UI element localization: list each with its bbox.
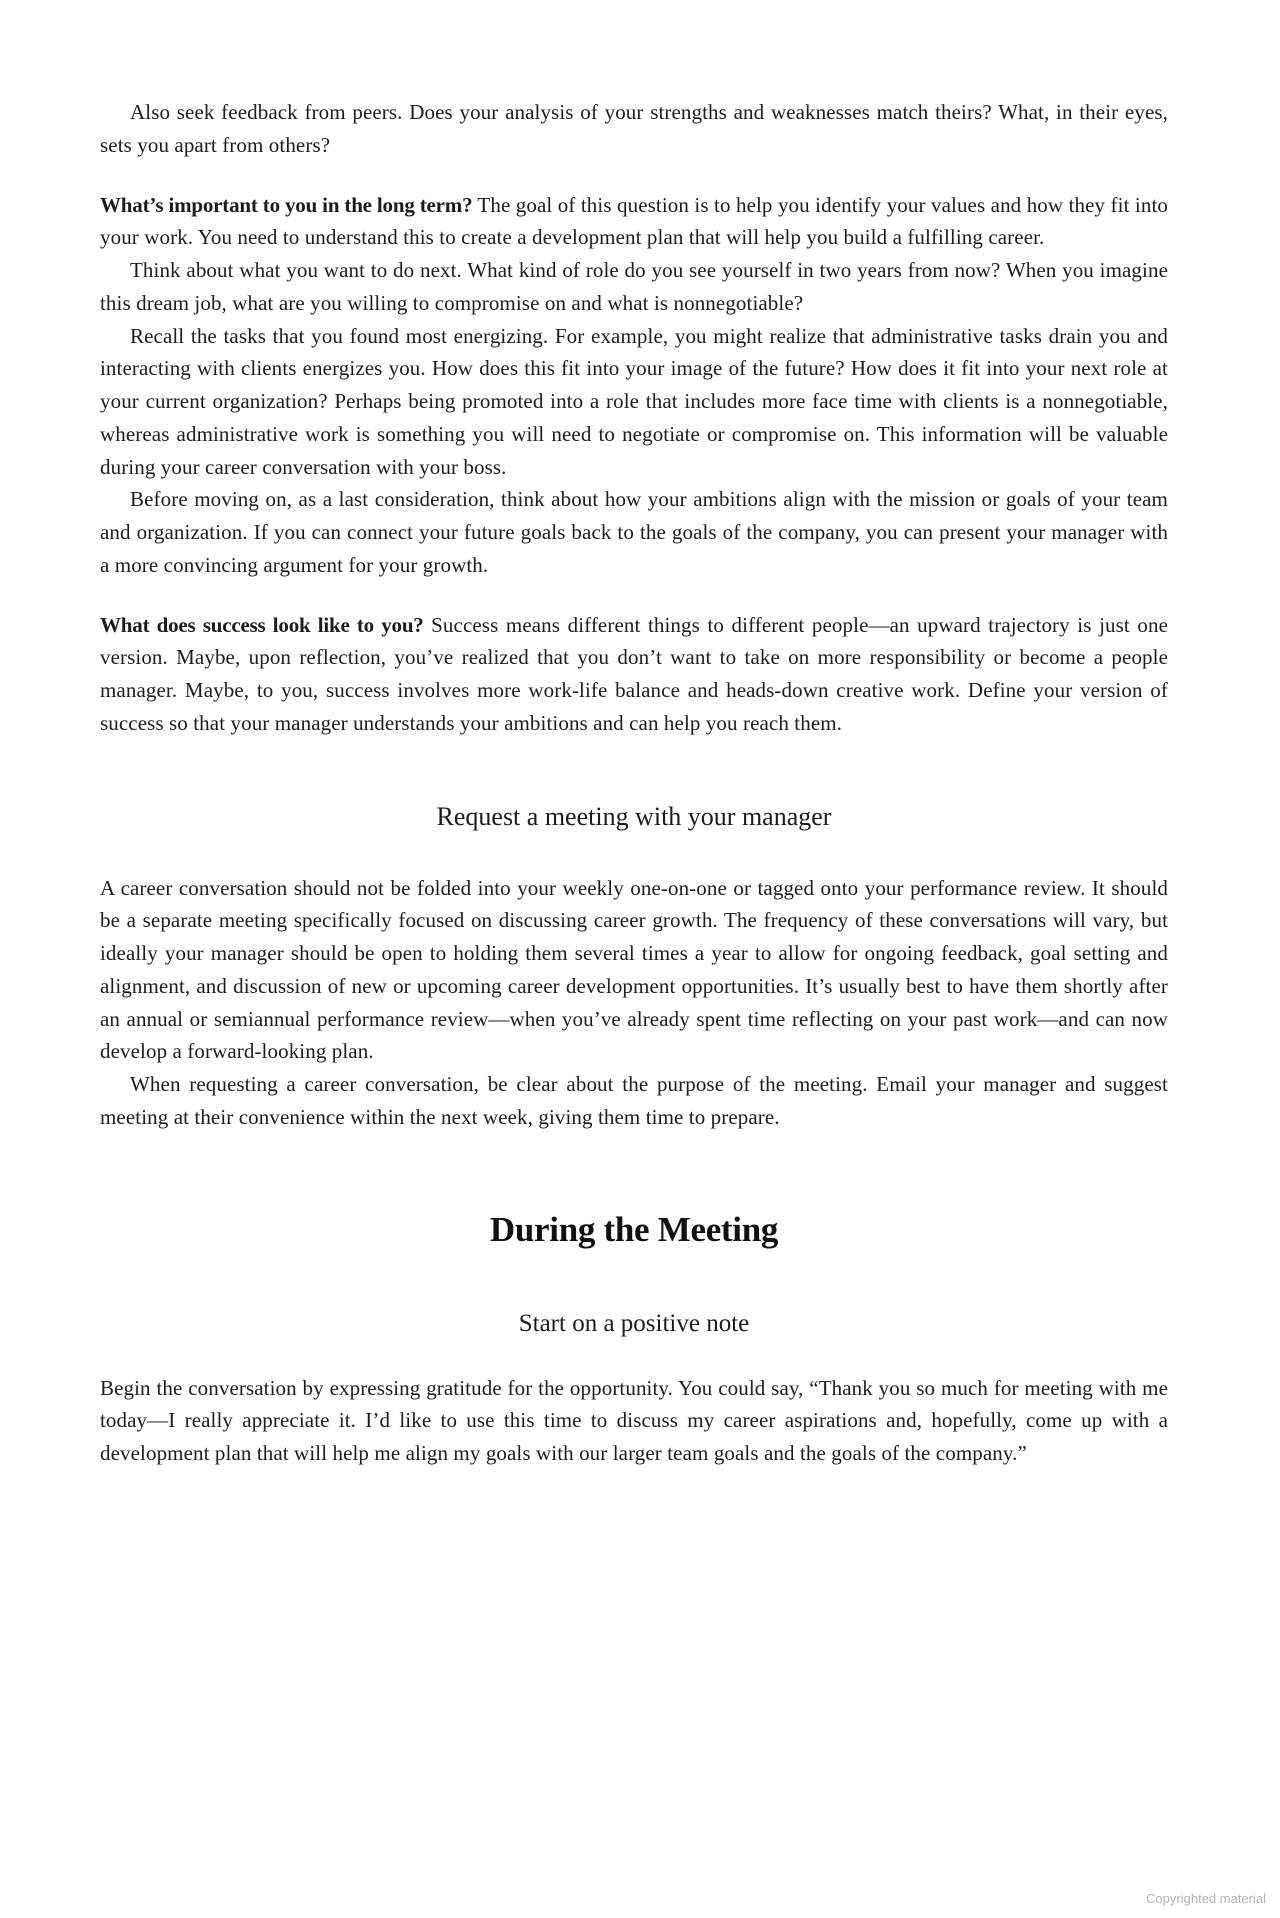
subsection-heading-positive-note: Start on a positive note — [518, 1309, 750, 1337]
paragraph-begin-conversation: Begin the conversation by expressing gratitude for the opportunity. You could say, “Thank you so much for meeting with me today—I really appreciate it. I’d like to use this time to discuss my career aspirations and, hopefully, come up with a development plan that will help me align my goals with our larger team goals and the goals of the company.” — [100, 1375, 1168, 1465]
paragraph-when-requesting: When requesting a career conversation, be clear about the purpose of the meeting. Email your manager and suggest meeting at their convenience within the next week, giving them time to prepare. — [100, 1072, 1168, 1129]
question-paragraph-long-term — [100, 189, 1168, 255]
question-lead-long-term: What’s important to you in the long term? — [100, 192, 473, 217]
paragraph-feedback-peers: Also seek feedback from peers. Does your analysis of your strengths and weaknesses match theirs? What, in their eyes, sets you apart from others? — [100, 100, 1168, 157]
chapter-heading-during-meeting: During the Meeting — [489, 1209, 779, 1249]
question-paragraph-success — [100, 609, 1168, 740]
paragraph-think-about-next: Think about what you want to do next. What kind of role do you see yourself in two years from now? When you imagine this dream job, what are you willing to compromise on and what is nonnegotiable? — [100, 258, 1168, 315]
question-text-long-term: The goal of this question is to help you identify your values and how they fit into your work. You need to understand this to create a development plan that will help you build a fulfilling career. — [100, 192, 1168, 250]
question-text-success: Success means different things to different people—an upward trajectory is just one version. Maybe, upon reflection, you’ve realized that you don’t want to take on more responsibility or become a people manager. Maybe, to you, success involves more work-life balance and heads-down creative work. Define your version of success so that your manager understands your ambitions and can help you reach them. — [100, 612, 1168, 735]
paragraph-recall-tasks: Recall the tasks that you found most energizing. For example, you might realize that administrative tasks drain you and interacting with clients energizes you. How does this fit into your image of the future? How does it fit into your next role at your current organization? Perhaps being promoted into a role that includes more face time with clients is a nonnegotiable, whereas administrative work is something you will need to negotiate or compromise on. This information will be valuable during your career conversation with your boss. — [100, 323, 1168, 479]
copyright-watermark: Copyrighted material — [1146, 1891, 1266, 1906]
paragraph-before-moving-on: Before moving on, as a last consideration, think about how your ambitions align with the mission or goals of your team and organization. If you can connect your future goals back to the goals of the company, you can present your manager with a more convincing argument for your growth. — [100, 487, 1168, 577]
section-heading-request-meeting: Request a meeting with your manager — [436, 801, 832, 831]
paragraph-career-conversation: A career conversation should not be folded into your weekly one-on-one or tagged onto your performance review. It should be a separate meeting specifically focused on discussing career growth. The frequency of these conversations will vary, but ideally your manager should be open to holding them several times a year to allow for ongoing feedback, goal setting and alignment, and discussion of new or upcoming career development opportunities. It’s usually best to have them shortly after an annual or semiannual performance review—when you’ve already spent time reflecting on your past work—and can now develop a forward-looking plan. — [100, 875, 1168, 1064]
question-lead-success: What does success look like to you? — [100, 612, 424, 637]
